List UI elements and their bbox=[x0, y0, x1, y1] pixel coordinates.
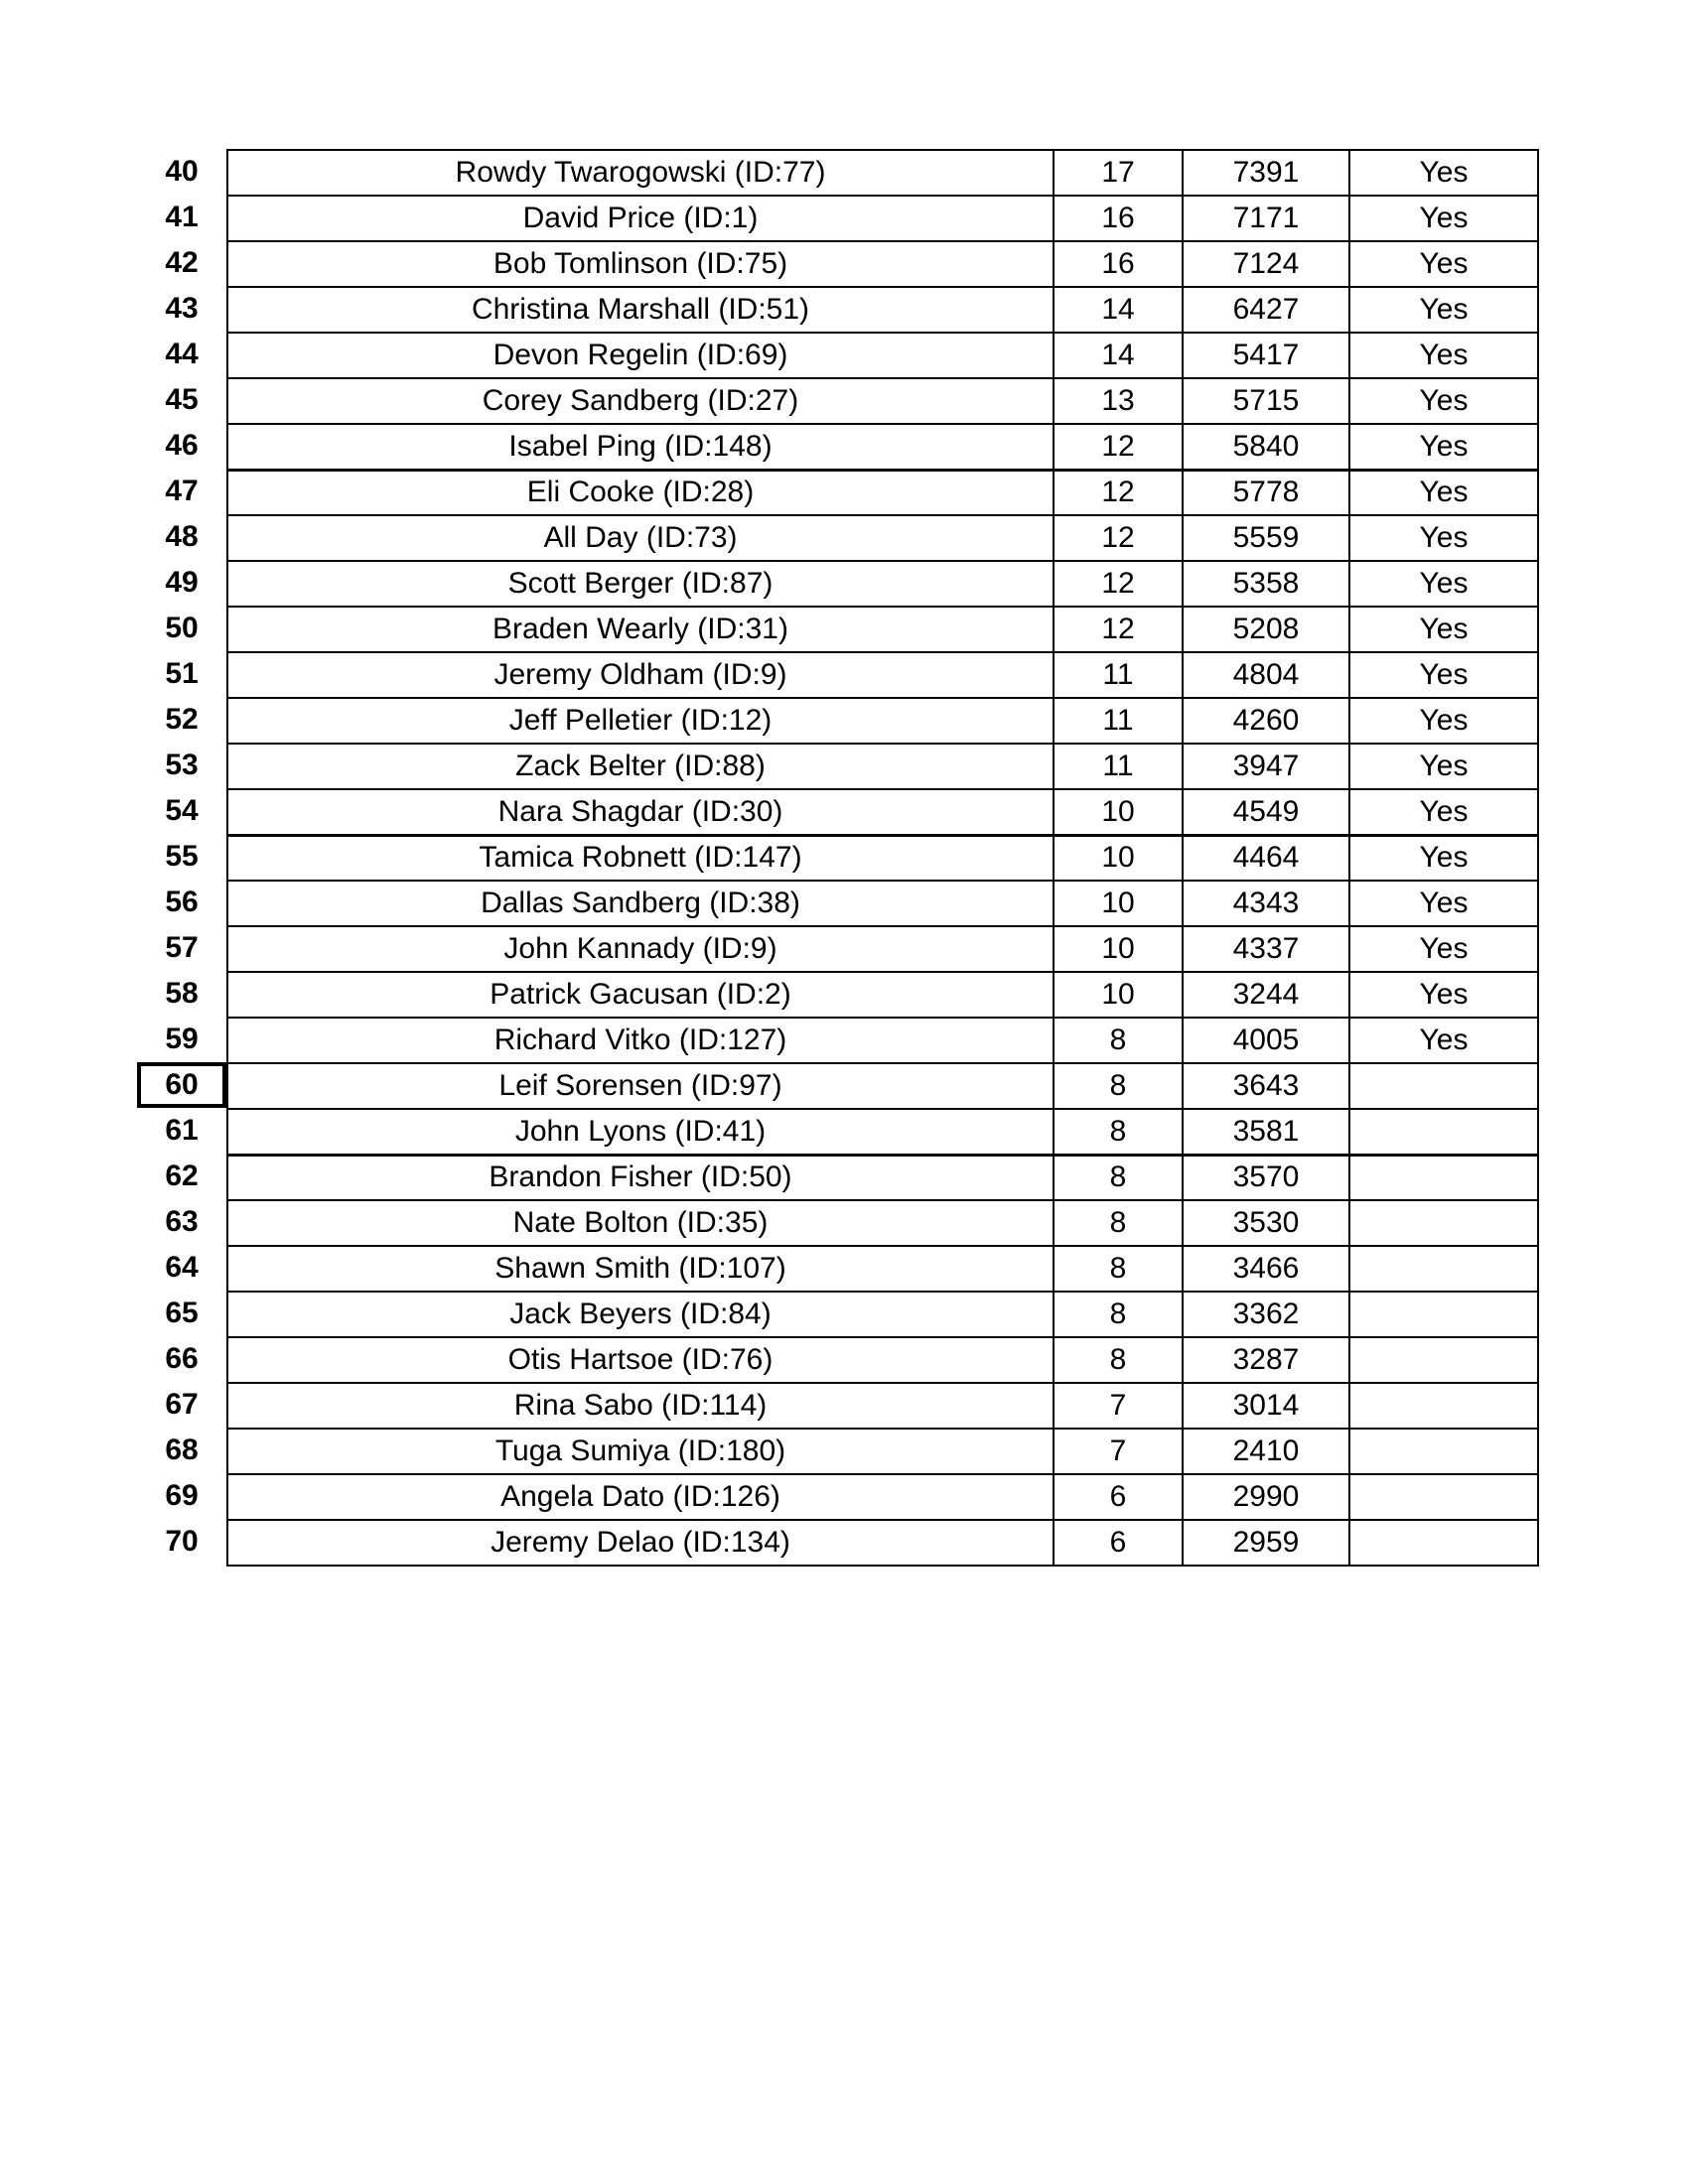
points-cell: 3287 bbox=[1183, 1337, 1349, 1383]
qualified-cell: Yes bbox=[1349, 926, 1538, 972]
count-cell: 8 bbox=[1054, 1337, 1183, 1383]
player-name-cell: Nate Bolton (ID:35) bbox=[227, 1200, 1054, 1246]
player-name-cell: Isabel Ping (ID:148) bbox=[227, 424, 1054, 470]
points-cell: 4549 bbox=[1183, 789, 1349, 835]
player-name-cell: Christina Marshall (ID:51) bbox=[227, 287, 1054, 333]
rank-number: 58 bbox=[165, 977, 199, 1010]
points-cell: 3466 bbox=[1183, 1246, 1349, 1292]
qualified-cell bbox=[1349, 1474, 1538, 1520]
qualified-cell: Yes bbox=[1349, 196, 1538, 241]
points-cell: 3362 bbox=[1183, 1292, 1349, 1337]
table-row bbox=[227, 470, 1538, 515]
player-name-cell: Otis Hartsoe (ID:76) bbox=[227, 1337, 1054, 1383]
qualified-cell bbox=[1349, 1155, 1538, 1200]
points-cell: 4343 bbox=[1183, 881, 1349, 926]
qualified-cell bbox=[1349, 1063, 1538, 1109]
rank-number: 65 bbox=[165, 1297, 199, 1329]
points-cell: 7124 bbox=[1183, 241, 1349, 287]
points-cell: 5208 bbox=[1183, 607, 1349, 652]
player-name-cell: Angela Dato (ID:126) bbox=[227, 1474, 1054, 1520]
points-cell: 5417 bbox=[1183, 333, 1349, 378]
player-name-cell: Tuga Sumiya (ID:180) bbox=[227, 1429, 1054, 1474]
count-cell: 8 bbox=[1054, 1246, 1183, 1292]
rank-number: 69 bbox=[165, 1479, 199, 1512]
count-cell: 12 bbox=[1054, 561, 1183, 607]
rank-number: 50 bbox=[165, 612, 199, 644]
qualified-cell bbox=[1349, 1246, 1538, 1292]
points-cell: 4337 bbox=[1183, 926, 1349, 972]
count-cell: 12 bbox=[1054, 424, 1183, 470]
table-row bbox=[227, 972, 1538, 1018]
points-cell: 3581 bbox=[1183, 1109, 1349, 1155]
count-cell: 11 bbox=[1054, 652, 1183, 698]
points-cell: 3530 bbox=[1183, 1200, 1349, 1246]
points-cell: 3570 bbox=[1183, 1155, 1349, 1200]
qualified-cell: Yes bbox=[1349, 287, 1538, 333]
qualified-cell: Yes bbox=[1349, 515, 1538, 561]
rank-number: 55 bbox=[165, 840, 199, 873]
points-cell: 5778 bbox=[1183, 470, 1349, 515]
points-cell: 3947 bbox=[1183, 744, 1349, 789]
rank-number: 47 bbox=[165, 475, 199, 507]
count-cell: 12 bbox=[1054, 470, 1183, 515]
player-name-cell: Leif Sorensen (ID:97) bbox=[227, 1063, 1054, 1109]
player-name-cell: Eli Cooke (ID:28) bbox=[227, 470, 1054, 515]
player-name-cell: Jack Beyers (ID:84) bbox=[227, 1292, 1054, 1337]
points-cell: 5715 bbox=[1183, 378, 1349, 424]
player-name-cell: Nara Shagdar (ID:30) bbox=[227, 789, 1054, 835]
table-row bbox=[227, 378, 1538, 424]
count-cell: 8 bbox=[1054, 1155, 1183, 1200]
count-cell: 14 bbox=[1054, 287, 1183, 333]
rank-number: 45 bbox=[165, 383, 199, 416]
rank-number: 54 bbox=[165, 794, 199, 827]
table-row bbox=[227, 652, 1538, 698]
table-row bbox=[227, 1063, 1538, 1109]
rank-number: 64 bbox=[165, 1251, 199, 1284]
qualified-cell: Yes bbox=[1349, 835, 1538, 881]
player-name-cell: Richard Vitko (ID:127) bbox=[227, 1018, 1054, 1063]
rank-number: 61 bbox=[165, 1114, 199, 1147]
player-name-cell: Jeff Pelletier (ID:12) bbox=[227, 698, 1054, 744]
count-cell: 7 bbox=[1054, 1383, 1183, 1429]
points-cell: 3014 bbox=[1183, 1383, 1349, 1429]
count-cell: 14 bbox=[1054, 333, 1183, 378]
player-name-cell: All Day (ID:73) bbox=[227, 515, 1054, 561]
player-name-cell: Scott Berger (ID:87) bbox=[227, 561, 1054, 607]
count-cell: 17 bbox=[1054, 150, 1183, 196]
table-row bbox=[227, 1292, 1538, 1337]
table-row bbox=[227, 744, 1538, 789]
table-row bbox=[227, 1520, 1538, 1566]
rank-number: 57 bbox=[165, 931, 199, 964]
points-cell: 4005 bbox=[1183, 1018, 1349, 1063]
points-cell: 7171 bbox=[1183, 196, 1349, 241]
points-cell: 4804 bbox=[1183, 652, 1349, 698]
qualified-cell: Yes bbox=[1349, 561, 1538, 607]
count-cell: 11 bbox=[1054, 744, 1183, 789]
table-row bbox=[227, 881, 1538, 926]
rank-number: 67 bbox=[165, 1388, 199, 1421]
player-name-cell: Jeremy Oldham (ID:9) bbox=[227, 652, 1054, 698]
rank-number-selected[interactable]: 60 bbox=[137, 1062, 226, 1108]
count-cell: 10 bbox=[1054, 881, 1183, 926]
qualified-cell: Yes bbox=[1349, 698, 1538, 744]
table-row bbox=[227, 789, 1538, 835]
table-row bbox=[227, 1109, 1538, 1155]
count-cell: 16 bbox=[1054, 196, 1183, 241]
player-name-cell: Rina Sabo (ID:114) bbox=[227, 1383, 1054, 1429]
count-cell: 8 bbox=[1054, 1200, 1183, 1246]
rank-number: 59 bbox=[165, 1023, 199, 1055]
player-name-cell: Rowdy Twarogowski (ID:77) bbox=[227, 150, 1054, 196]
player-name-cell: John Kannady (ID:9) bbox=[227, 926, 1054, 972]
player-name-cell: Dallas Sandberg (ID:38) bbox=[227, 881, 1054, 926]
table-row bbox=[227, 1018, 1538, 1063]
qualified-cell: Yes bbox=[1349, 652, 1538, 698]
player-name-cell: Tamica Robnett (ID:147) bbox=[227, 835, 1054, 881]
count-cell: 8 bbox=[1054, 1292, 1183, 1337]
table-row bbox=[227, 1474, 1538, 1520]
points-cell: 2990 bbox=[1183, 1474, 1349, 1520]
rank-number: 70 bbox=[165, 1525, 199, 1558]
table-row bbox=[227, 835, 1538, 881]
qualified-cell: Yes bbox=[1349, 470, 1538, 515]
points-cell: 2410 bbox=[1183, 1429, 1349, 1474]
qualified-cell bbox=[1349, 1337, 1538, 1383]
points-cell: 4464 bbox=[1183, 835, 1349, 881]
results-table-body bbox=[227, 150, 1538, 1566]
count-cell: 10 bbox=[1054, 835, 1183, 881]
table-row bbox=[227, 515, 1538, 561]
table-row bbox=[227, 287, 1538, 333]
player-name-cell: Jeremy Delao (ID:134) bbox=[227, 1520, 1054, 1566]
rank-number: 46 bbox=[165, 429, 199, 462]
qualified-cell bbox=[1349, 1200, 1538, 1246]
table-row bbox=[227, 1429, 1538, 1474]
player-name-cell: John Lyons (ID:41) bbox=[227, 1109, 1054, 1155]
qualified-cell: Yes bbox=[1349, 424, 1538, 470]
rank-number: 49 bbox=[165, 566, 199, 599]
table-row bbox=[227, 1246, 1538, 1292]
count-cell: 12 bbox=[1054, 515, 1183, 561]
table-row bbox=[227, 333, 1538, 378]
player-name-cell: Braden Wearly (ID:31) bbox=[227, 607, 1054, 652]
rank-number: 56 bbox=[165, 886, 199, 918]
rank-number: 43 bbox=[165, 292, 199, 325]
count-cell: 10 bbox=[1054, 972, 1183, 1018]
qualified-cell: Yes bbox=[1349, 881, 1538, 926]
count-cell: 10 bbox=[1054, 926, 1183, 972]
rank-number: 52 bbox=[165, 703, 199, 736]
qualified-cell: Yes bbox=[1349, 150, 1538, 196]
qualified-cell bbox=[1349, 1109, 1538, 1155]
qualified-cell: Yes bbox=[1349, 378, 1538, 424]
table-row bbox=[227, 926, 1538, 972]
rank-number: 40 bbox=[165, 155, 199, 188]
player-name-cell: Brandon Fisher (ID:50) bbox=[227, 1155, 1054, 1200]
count-cell: 6 bbox=[1054, 1520, 1183, 1566]
table-row bbox=[227, 1155, 1538, 1200]
qualified-cell bbox=[1349, 1520, 1538, 1566]
qualified-cell: Yes bbox=[1349, 607, 1538, 652]
qualified-cell: Yes bbox=[1349, 789, 1538, 835]
player-name-cell: Devon Regelin (ID:69) bbox=[227, 333, 1054, 378]
points-cell: 3643 bbox=[1183, 1063, 1349, 1109]
count-cell: 8 bbox=[1054, 1018, 1183, 1063]
points-cell: 2959 bbox=[1183, 1520, 1349, 1566]
player-name-cell: Shawn Smith (ID:107) bbox=[227, 1246, 1054, 1292]
rank-number: 48 bbox=[165, 520, 199, 553]
player-name-cell: Corey Sandberg (ID:27) bbox=[227, 378, 1054, 424]
player-name-cell: David Price (ID:1) bbox=[227, 196, 1054, 241]
qualified-cell: Yes bbox=[1349, 333, 1538, 378]
qualified-cell: Yes bbox=[1349, 1018, 1538, 1063]
player-name-cell: Bob Tomlinson (ID:75) bbox=[227, 241, 1054, 287]
table-row bbox=[227, 1200, 1538, 1246]
player-name-cell: Patrick Gacusan (ID:2) bbox=[227, 972, 1054, 1018]
rank-number: 68 bbox=[165, 1433, 199, 1466]
count-cell: 7 bbox=[1054, 1429, 1183, 1474]
rank-number: 63 bbox=[165, 1205, 199, 1238]
qualified-cell: Yes bbox=[1349, 972, 1538, 1018]
points-cell: 5559 bbox=[1183, 515, 1349, 561]
table-row bbox=[227, 424, 1538, 470]
count-cell: 10 bbox=[1054, 789, 1183, 835]
count-cell: 13 bbox=[1054, 378, 1183, 424]
count-cell: 6 bbox=[1054, 1474, 1183, 1520]
points-cell: 7391 bbox=[1183, 150, 1349, 196]
table-row bbox=[227, 196, 1538, 241]
qualified-cell bbox=[1349, 1429, 1538, 1474]
rank-number: 62 bbox=[165, 1160, 199, 1192]
results-table bbox=[226, 149, 1539, 1567]
rank-number: 42 bbox=[165, 246, 199, 279]
count-cell: 16 bbox=[1054, 241, 1183, 287]
table-row bbox=[227, 1383, 1538, 1429]
count-cell: 8 bbox=[1054, 1109, 1183, 1155]
player-name-cell: Zack Belter (ID:88) bbox=[227, 744, 1054, 789]
points-cell: 4260 bbox=[1183, 698, 1349, 744]
table-row bbox=[227, 698, 1538, 744]
points-cell: 5840 bbox=[1183, 424, 1349, 470]
rank-number: 41 bbox=[165, 201, 199, 233]
points-cell: 5358 bbox=[1183, 561, 1349, 607]
qualified-cell bbox=[1349, 1383, 1538, 1429]
rank-number: 51 bbox=[165, 657, 199, 690]
count-cell: 8 bbox=[1054, 1063, 1183, 1109]
count-cell: 12 bbox=[1054, 607, 1183, 652]
count-cell: 11 bbox=[1054, 698, 1183, 744]
points-cell: 3244 bbox=[1183, 972, 1349, 1018]
qualified-cell: Yes bbox=[1349, 241, 1538, 287]
table-row bbox=[227, 1337, 1538, 1383]
rank-number: 66 bbox=[165, 1342, 199, 1375]
rank-number: 44 bbox=[165, 338, 199, 370]
table-row bbox=[227, 241, 1538, 287]
qualified-cell: Yes bbox=[1349, 744, 1538, 789]
qualified-cell bbox=[1349, 1292, 1538, 1337]
rank-column bbox=[137, 149, 226, 1565]
rank-number: 53 bbox=[165, 749, 199, 781]
table-row bbox=[227, 561, 1538, 607]
points-cell: 6427 bbox=[1183, 287, 1349, 333]
table-row bbox=[227, 607, 1538, 652]
table-row bbox=[227, 150, 1538, 196]
